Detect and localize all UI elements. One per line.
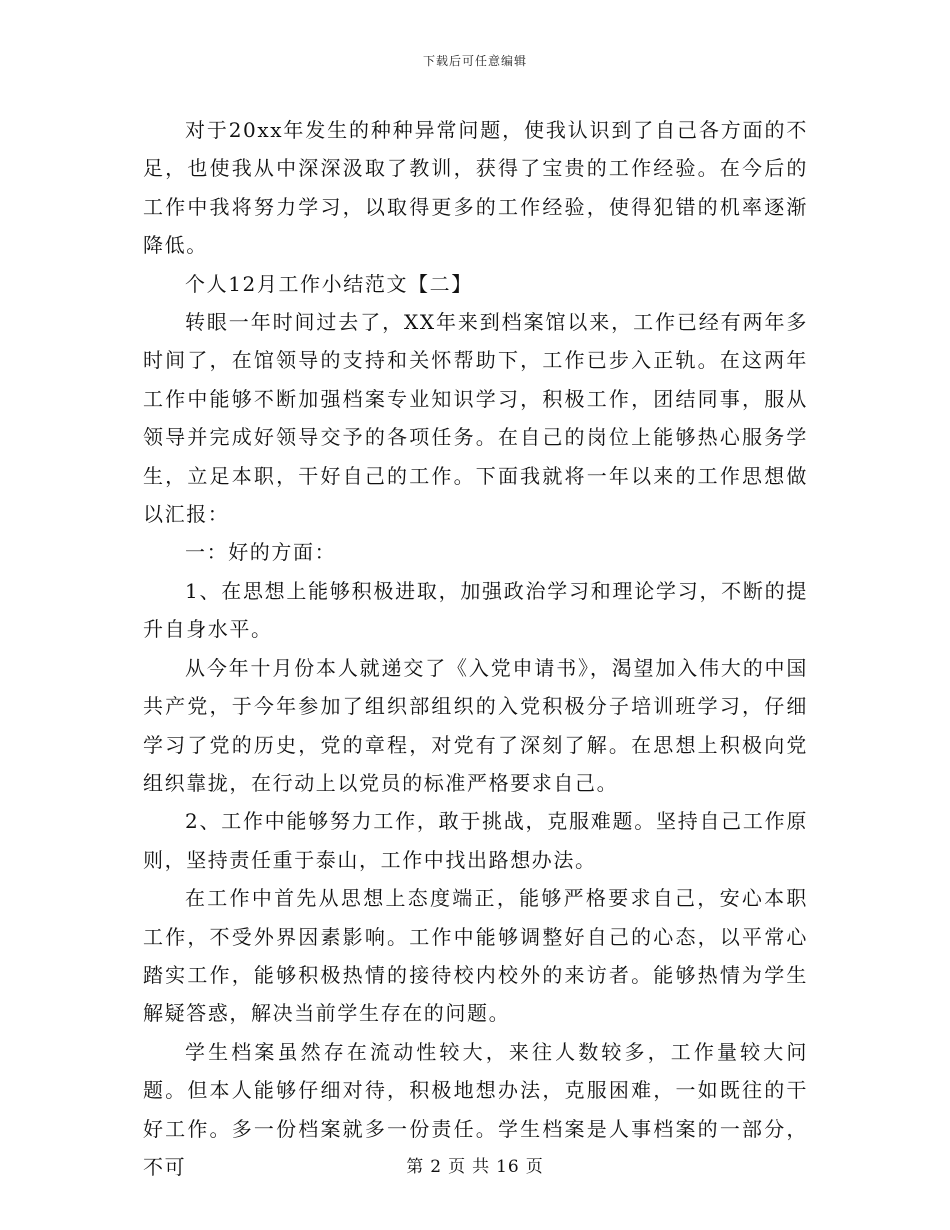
footer-ye: 页	[448, 1157, 467, 1177]
page-footer	[0, 1156, 950, 1178]
section-title: 个人12月工作小结范文【二】	[185, 271, 473, 296]
document-body	[143, 111, 808, 1186]
footer-page-number: 2	[430, 1157, 443, 1177]
subheading-good-aspects: 一：好的方面：	[185, 540, 337, 565]
paragraph-work-attitude: 在工作中首先从思想上态度端正，能够严格要求自己，安心本职工作，不受外界因素影响。工作中能够调整好自己的心态，以平常心踏实工作，能够积极热情的接待校内校外的来访者。能够热情为学生解疑答惑，解决当前学生存在的问题。	[143, 886, 808, 1026]
footer-gong: 共	[472, 1157, 491, 1177]
footer-di: 第	[406, 1157, 425, 1177]
paragraph-intro: 转眼一年时间过去了，XX年来到档案馆以来，工作已经有两年多时间了，在馆领导的支持和关怀帮助下，工作已步入正轨。在这两年工作中能够不断加强档案专业知识学习，积极工作，团结同事，服从领导并完成好领导交予的各项任务。在自己的岗位上能够热心服务学生，立足本职，干好自己的工作。下面我就将一年以来的工作思想做以汇报：	[143, 310, 808, 527]
footer-total-pages: 16	[496, 1157, 520, 1177]
page-header-note: 下载后可任意编辑	[422, 54, 527, 68]
point-1: 1、在思想上能够积极进取，加强政治学习和理论学习，不断的提升自身水平。	[143, 578, 808, 642]
point-2: 2、工作中能够努力工作，敢于挑战，克服难题。坚持自己工作原则，坚持责任重于泰山，工作中找出路想办法。	[143, 809, 808, 872]
paragraph-conclusion: 对于20xx年发生的种种异常问题，使我认识到了自己各方面的不足，也使我从中深深汲取了教训，获得了宝贵的工作经验。在今后的工作中我将努力学习，以取得更多的工作经验，使得犯错的机率逐渐降低。	[143, 118, 808, 258]
paragraph-party: 从今年十月份本人就递交了《入党申请书》，渴望加入伟大的中国共产党，于今年参加了组织部组织的入党积极分子培训班学习，仔细学习了党的历史，党的章程，对党有了深刻了解。在思想上积极向党组织靠拢，在行动上以党员的标准严格要求自己。	[143, 655, 808, 795]
footer-ye-end: 页	[525, 1157, 544, 1177]
paragraph-student-archives: 学生档案虽然存在流动性较大，来往人数较多，工作量较大问题。但本人能够仔细对待，积极地想办法，克服困难，一如既往的干好工作。多一份档案就多一份责任。学生档案是人事档案的一部分，不可	[143, 1039, 808, 1179]
